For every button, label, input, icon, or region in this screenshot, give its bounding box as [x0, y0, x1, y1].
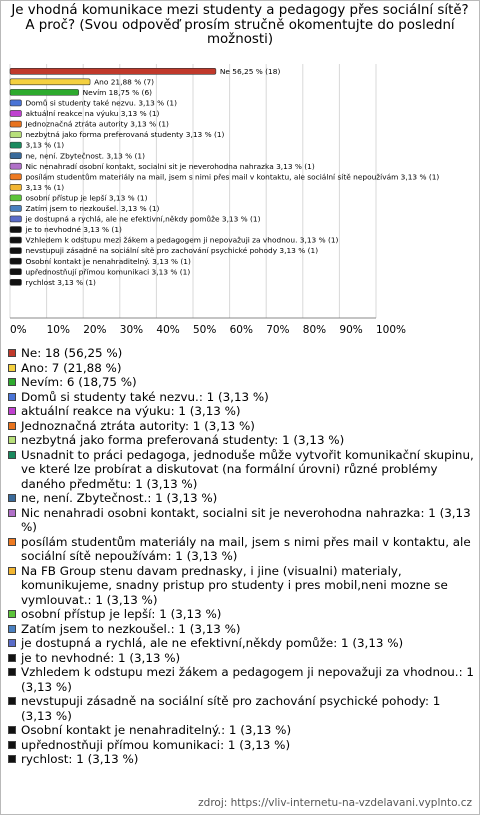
legend-item: [8, 506, 474, 535]
legend-swatch: [8, 538, 16, 546]
bar-data-label: osobní přístup je lepší 3,13 % (1): [25, 193, 148, 203]
x-tick-label: 0%: [10, 324, 27, 336]
x-tick-label: 20%: [83, 324, 107, 336]
legend-label: je dostupná a rychlá, ale ne efektivní,někdy pomůže: 1 (3,13 %): [21, 636, 404, 650]
legend-item: [8, 622, 474, 637]
legend-item: [8, 651, 474, 666]
legend-item: [8, 665, 474, 694]
bar: [10, 205, 21, 211]
chart-legend: [8, 346, 474, 767]
bar: [10, 227, 21, 233]
bar-data-label: Jednoznačná ztráta autority 3,13 % (1): [25, 119, 169, 129]
bar-data-label: Ano 21,88 % (7): [94, 77, 155, 87]
legend-label: Ne: 18 (56,25 %): [21, 346, 123, 360]
legend-item: [8, 448, 474, 492]
legend-swatch: [8, 625, 16, 633]
bar-data-label: Domů si studenty také nezvu. 3,13 % (1): [25, 98, 177, 108]
bar: [10, 248, 21, 254]
bar-data-label: rychlost 3,13 % (1): [25, 277, 96, 287]
x-tick-label: 40%: [156, 324, 180, 336]
x-tick-label: 30%: [119, 324, 144, 336]
legend-label: nezbytná jako forma preferovaná studenty: 1 (3,13 %): [21, 433, 345, 447]
bar-data-label: Zatím jsem to nezkoušel. 3,13 % (1): [25, 204, 160, 214]
legend-label: Na FB Group stenu davam prednasky, i jine (visualni) materialy, komunikujeme, snadny pristup pro studenty i pres mobil,neni mozne se vymlouvat.: 1 (3,13 %): [21, 563, 448, 607]
bar: [10, 216, 21, 222]
bar: [10, 258, 21, 264]
legend-item: [8, 752, 474, 767]
legend-swatch: [8, 654, 16, 662]
legend-swatch: [8, 697, 16, 705]
bar: [10, 174, 21, 180]
legend-label: je to nevhodné: 1 (3,13 %): [21, 650, 181, 665]
legend-item: [8, 390, 474, 405]
bar: [10, 269, 21, 275]
x-tick-label: 80%: [302, 324, 327, 336]
legend-label: ne, není. Zbytečnost.: 1 (3,13 %): [21, 491, 218, 505]
chart-title: Je vhodná komunikace mezi studenty a pedagogy přes sociální sítě? A proč? (Svou odpověď prosím stručně okomentujte do poslední možnosti): [11, 3, 469, 47]
legend-item: [8, 419, 474, 434]
legend-label: Jednoznačná ztráta autority: 1 (3,13 %): [21, 418, 255, 433]
legend-swatch: [8, 349, 16, 357]
bar-data-label: upřednostňují přímou komunikaci 3,13 % (1): [25, 267, 191, 277]
bar: [10, 68, 216, 74]
bar-data-label: Ne 56,25 % (18): [219, 66, 281, 76]
bar: [10, 184, 21, 190]
bar-data-label: Vzhledem k odstupu mezi žákem a pedagogem ji nepovažuji za vhodnou. 3,13 % (1): [25, 235, 339, 245]
legend-item: [8, 404, 474, 419]
legend-swatch: [8, 755, 16, 763]
legend-swatch: [8, 364, 16, 372]
bar-data-label: posílám studentům materiály na mail, jsem s nimi přes mail v kontaktu, ale sociální sítě nepoužívám 3,13 % (1): [25, 172, 440, 182]
x-tick-label: 70%: [266, 324, 290, 336]
bar: [10, 142, 21, 148]
legend-item: [8, 535, 474, 564]
x-tick-label: 50%: [193, 324, 217, 336]
legend-label: Ano: 7 (21,88 %): [21, 360, 122, 375]
legend-label: osobní přístup je lepší: 1 (3,13 %): [21, 607, 222, 621]
x-tick-label: 90%: [339, 324, 363, 336]
bar: [10, 79, 90, 85]
bar-data-label: nezbytná jako forma preferovaná studenty 3,13 % (1): [25, 130, 225, 140]
legend-swatch: [8, 378, 16, 386]
bar-data-label: nevstupuji zásadně na sociální sítě pro zachování psychické pohody 3,13 % (1): [25, 246, 319, 256]
legend-label: Zatím jsem to nezkoušel.: 1 (3,13 %): [21, 621, 241, 636]
bar-data-label: ne, není. Zbytečnost. 3,13 % (1): [25, 151, 145, 161]
bar-data-label: Nevím 18,75 % (6): [82, 87, 153, 97]
x-tick-label: 100%: [376, 324, 407, 336]
legend-label: rychlost: 1 (3,13 %): [21, 752, 139, 766]
legend-swatch: [8, 494, 16, 502]
legend-item: [8, 607, 474, 622]
bar: [10, 279, 21, 285]
legend-item: [8, 694, 474, 723]
legend-swatch: [8, 407, 16, 415]
bar: [10, 132, 21, 138]
legend-item: [8, 361, 474, 376]
bar-data-label: Nic nenahradí osobní kontakt, socialni sit je neverohodna nahrazka 3,13 % (1): [25, 161, 315, 171]
bar-data-label: aktuální reakce na výuku 3,13 % (1): [25, 109, 160, 119]
legend-label: Nevím: 6 (18,75 %): [21, 375, 137, 389]
legend-swatch: [8, 668, 16, 676]
bar: [10, 163, 21, 169]
x-tick-label: 10%: [46, 324, 70, 336]
legend-swatch: [8, 436, 16, 444]
bar: [10, 121, 21, 127]
bar: [10, 89, 79, 95]
legend-label: posílám studentům materiály na mail, jsem s nimi přes mail v kontaktu, ale sociální sítě nepoužívám: 1 (3,13 %): [21, 534, 471, 563]
bar: [10, 110, 21, 116]
legend-item: [8, 491, 474, 506]
x-tick-label: 60%: [229, 324, 253, 336]
legend-swatch: [8, 509, 16, 517]
legend-label: Usnadnit to práci pedagoga, jednoduše může vytvořit komunikační skupinu, ve které lze probírat a diskutovat (na formální úrovni) různé problémy daného předmětu: 1 (3,13 %): [21, 447, 474, 491]
legend-label: Osobní kontakt je nenahraditelný.: 1 (3,13 %): [21, 723, 292, 737]
legend-swatch: [8, 741, 16, 749]
legend-item: [8, 738, 474, 753]
legend-item: [8, 433, 474, 448]
legend-item: [8, 636, 474, 651]
legend-label: nevstupuji zásadně na sociální sítě pro zachování psychické pohody: 1 (3,13 %): [21, 694, 441, 723]
legend-swatch: [8, 393, 16, 401]
source-note: zdroj: https://vliv-internetu-na-vzdelavani.vyplnto.cz: [198, 797, 472, 809]
bar: [10, 153, 21, 159]
bar: [10, 195, 21, 201]
legend-item: [8, 346, 474, 361]
legend-label: upřednostňuji přímou komunikaci: 1 (3,13 %): [21, 737, 291, 752]
legend-label: Vzhledem k odstupu mezi žákem a pedagogem ji nepovažuji za vhodnou.: 1 (3,13 %): [21, 665, 474, 694]
bar-data-label: Osobní kontakt je nenahraditelný. 3,13 % (1): [25, 256, 191, 266]
legend-label: Nic nenahradi osobni kontakt, socialni sit je neverohodna nahrazka: 1 (3,13 %): [21, 505, 471, 534]
legend-label: Domů si studenty také nezvu.: 1 (3,13 %): [21, 389, 269, 404]
bar-data-label: je to nevhodné 3,13 % (1): [25, 225, 122, 235]
legend-item: [8, 375, 474, 390]
legend-label: aktuální reakce na výuku: 1 (3,13 %): [21, 404, 241, 418]
legend-item: [8, 723, 474, 738]
legend-swatch: [8, 422, 16, 430]
bar: [10, 100, 21, 106]
legend-swatch: [8, 567, 16, 575]
legend-item: [8, 564, 474, 608]
bar-data-label: 3,13 % (1): [25, 140, 65, 150]
bar-data-label: 3,13 % (1): [25, 182, 65, 192]
bar-data-label: je dostupná a rychlá, ale ne efektivní,někdy pomůže 3,13 % (1): [25, 214, 261, 224]
bar: [10, 237, 21, 243]
legend-swatch: [8, 451, 16, 459]
legend-swatch: [8, 726, 16, 734]
legend-swatch: [8, 639, 16, 647]
legend-swatch: [8, 610, 16, 618]
bar-chart: [0, 0, 480, 345]
